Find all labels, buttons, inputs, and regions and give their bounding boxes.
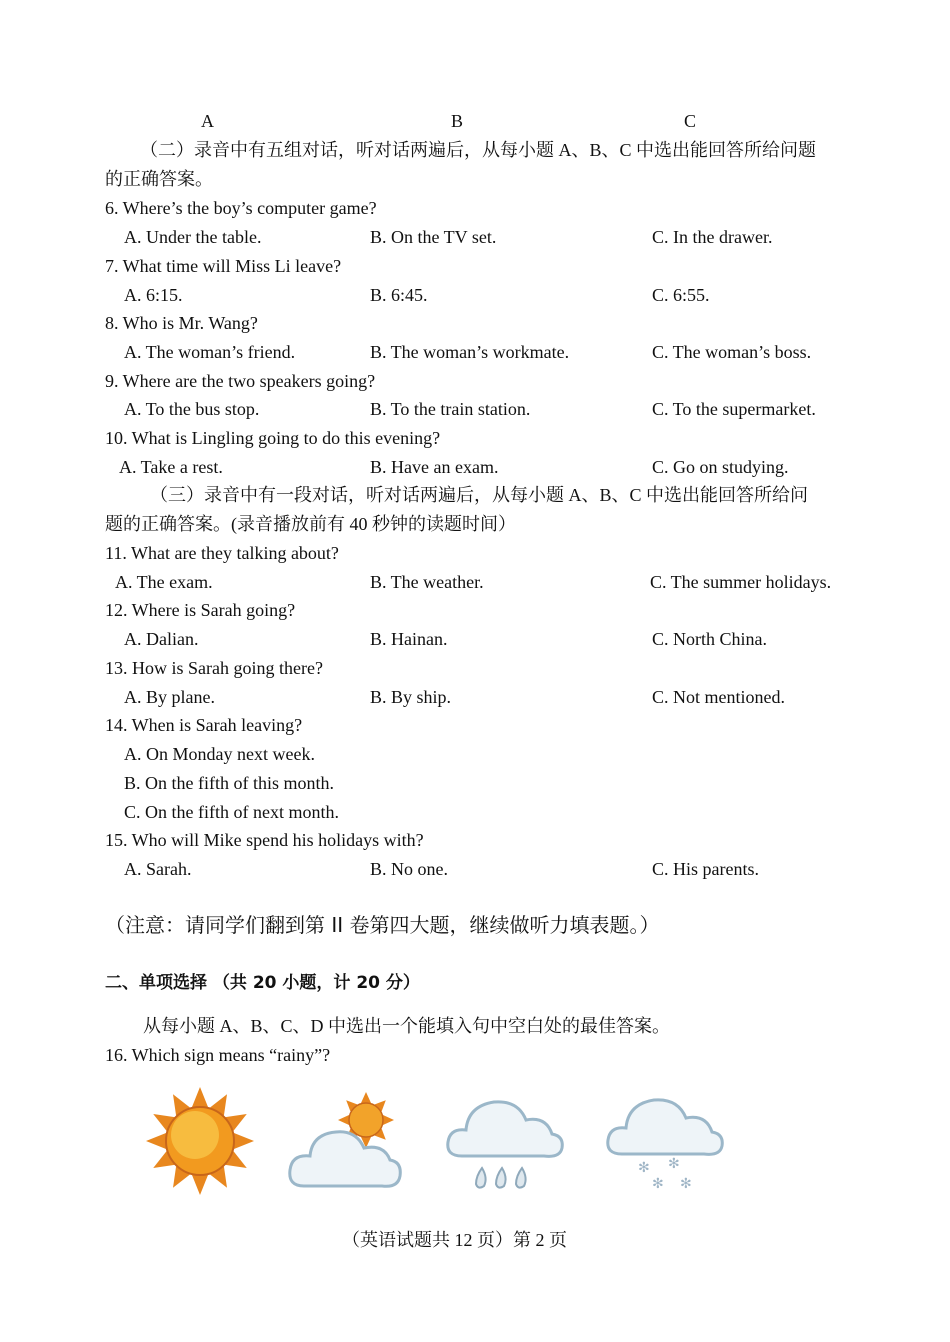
question-11-option-b: B. The weather. [370,572,484,592]
section2-instruction-line2: 的正确答案。 [105,169,213,189]
section3-instruction-line2: 题的正确答案。(录音播放前有 40 秒钟的读题时间） [105,514,516,534]
section3-instruction-line1: （三）录音中有一段对话，听对话两遍后，从每小题 A、B、C 中选出能回答所给问 [150,485,809,505]
page-footer: （英语试题共 12 页）第 2 页 [342,1230,567,1250]
question-6-option-a: A. Under the table. [124,227,262,247]
question-6: 6. Where’s the boy’s computer game? [105,198,377,218]
question-13-option-c: C. Not mentioned. [652,687,785,707]
question-12-option-a: A. Dalian. [124,629,199,649]
question-14: 14. When is Sarah leaving? [105,715,303,735]
question-7-option-b: B. 6:45. [370,285,428,305]
svg-text:✻: ✻ [652,1176,664,1192]
svg-text:✻: ✻ [680,1176,692,1192]
svg-text:✻: ✻ [668,1156,680,1172]
question-10-option-b: B. Have an exam. [370,457,499,477]
partly-cloudy-icon[interactable] [284,1090,414,1200]
question-15: 15. Who will Mike spend his holidays with? [105,830,424,850]
sun-icon[interactable] [140,1085,260,1197]
part2-instruction: 从每小题 A、B、C、D 中选出一个能填入句中空白处的最佳答案。 [143,1016,671,1036]
question-10-option-a: A. Take a rest. [119,457,223,477]
question-13-option-a: A. By plane. [124,687,215,707]
question-8-option-a: A. The woman’s friend. [124,342,296,362]
question-15-option-c: C. His parents. [652,859,759,879]
question-6-option-c: C. In the drawer. [652,227,773,247]
question-6-option-b: B. On the TV set. [370,227,497,247]
question-8-option-c: C. The woman’s boss. [652,342,812,362]
question-14-option-b: B. On the fifth of this month. [124,773,334,793]
question-11-option-a: A. The exam. [115,572,213,592]
question-9-option-b: B. To the train station. [370,399,531,419]
question-9: 9. Where are the two speakers going? [105,371,376,391]
question-15-option-b: B. No one. [370,859,448,879]
snow-cloud-icon[interactable] [600,1088,730,1200]
question-7-option-a: A. 6:15. [124,285,183,305]
question-16: 16. Which sign means “rainy”? [105,1045,331,1065]
question-8-option-b: B. The woman’s workmate. [370,342,570,362]
question-12-option-c: C. North China. [652,629,767,649]
question-11: 11. What are they talking about? [105,543,339,563]
question-14-option-c: C. On the fifth of next month. [124,802,339,822]
section2-instruction-line1: （二）录音中有五组对话，听对话两遍后，从每小题 A、B、C 中选出能回答所给问题 [140,140,817,160]
question-13-option-b: B. By ship. [370,687,452,707]
question-13: 13. How is Sarah going there? [105,658,323,678]
question-9-option-a: A. To the bus stop. [124,399,260,419]
listening-note: （注意：请同学们翻到第 II 卷第四大题，继续做听力填表题。） [105,913,660,937]
svg-text:✻: ✻ [638,1160,650,1176]
question-7-option-c: C. 6:55. [652,285,710,305]
question-8: 8. Who is Mr. Wang? [105,313,258,333]
part2-title: 二、单项选择 （共 20 小题，计 20 分） [105,973,420,993]
option-label-b: B [451,111,464,131]
question-7: 7. What time will Miss Li leave? [105,256,342,276]
question-12-option-b: B. Hainan. [370,629,448,649]
option-label-c: C [684,111,697,131]
question-9-option-c: C. To the supermarket. [652,399,816,419]
option-label-a: A [201,111,214,131]
question-14-option-a: A. On Monday next week. [124,744,315,764]
question-10: 10. What is Lingling going to do this evening? [105,428,441,448]
question-11-option-c: C. The summer holidays. [650,572,832,592]
question-12: 12. Where is Sarah going? [105,600,296,620]
rain-cloud-icon[interactable] [440,1090,570,1200]
question-15-option-a: A. Sarah. [124,859,192,879]
question-10-option-c: C. Go on studying. [652,457,789,477]
